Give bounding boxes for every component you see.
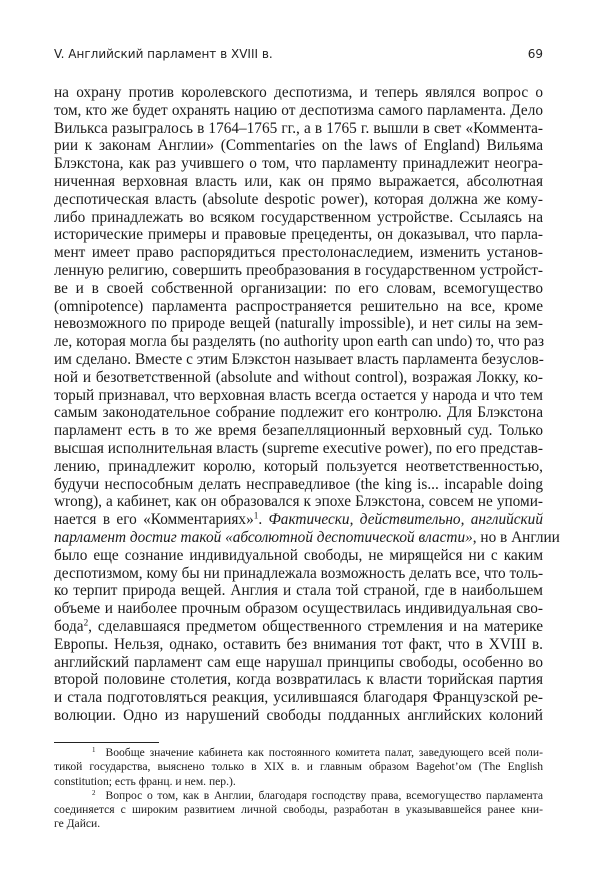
text-segment: парламент есть в то же время безапелляционный верховный суд. Только: [54, 422, 543, 440]
footnote-divider: [54, 742, 159, 743]
text-line: [54, 191, 543, 209]
text-line: [54, 262, 543, 280]
text-segment: Европы. Нельзя, однако, оставить без внимания тот факт, что в XVIII в.: [54, 635, 543, 653]
text-segment: wrong), а кабинет, как он образовался к эпохе Блэкстона, совсем не упоми-: [54, 493, 543, 511]
text-line: [54, 280, 543, 298]
text-segment: бода: [54, 617, 84, 635]
text-segment: мент имеет право распорядиться престолонаследием, изменить установ-: [54, 244, 543, 262]
footnote-reference[interactable]: 1: [253, 510, 259, 521]
text-line: [54, 369, 543, 387]
footnote-text: Вообще значение кабинета как постоянного комитета палат, заведующего всей поли-: [105, 746, 543, 759]
footnote-text: constitution; есть франц. и нем. пер.).: [54, 774, 236, 788]
text-segment: деспотическая власть (absolute despotic power), которая должна же кому-: [54, 190, 543, 208]
text-line: [54, 226, 543, 244]
text-segment: ве и в своей собственной организации: по его словам, всемогущество: [54, 279, 543, 297]
text-segment: либо принадлежать во всяком государственном устройстве. Ссылаясь на: [54, 208, 543, 226]
text-line: [54, 600, 543, 618]
text-line: [54, 173, 543, 191]
text-segment: , но в Англии: [472, 528, 560, 546]
text-segment: второй половине столетия, когда возвратилась к власти торийская партия: [54, 671, 543, 689]
text-segment: исторические примеры и правовые прецеденты, он доказывал, что парла-: [54, 226, 543, 244]
text-segment: (omnipotence) парламента распространяется решительно на все, кроме: [54, 297, 543, 315]
text-segment: ной и безответственной (absolute and without control), возражая Локку, ко-: [54, 368, 543, 386]
text-segment: ленную религию, совершить преобразования в государственном устройст-: [54, 261, 543, 279]
italic-text: парламент достиг такой «абсолютной деспотической власти»: [54, 528, 473, 546]
text-segment: том, кто же будет охранять нацию от деспотизма самого парламента. Дело: [54, 101, 543, 119]
text-line: [54, 298, 543, 316]
text-line: [54, 671, 543, 689]
text-line: [54, 493, 543, 511]
text-segment: и стала подготовляться реакция, усилившаяся благодаря Французской ре-: [54, 689, 543, 707]
text-line: [54, 84, 543, 102]
text-line: [54, 689, 543, 707]
text-line: [54, 102, 543, 120]
footnote-text: ге Дайси.: [54, 817, 101, 831]
text-line: [54, 209, 543, 227]
text-segment: им сделано. Вместе с этим Блэкстон называет власть парламента безуслов-: [54, 350, 544, 368]
text-line: [54, 244, 543, 262]
text-line: [54, 315, 543, 333]
text-line: [54, 618, 543, 636]
text-line: [54, 333, 543, 351]
text-segment: объеме и наиболее прочным образом осуществилась индивидуальная сво-: [54, 600, 543, 618]
text-line: [54, 155, 543, 173]
text-segment: нается в его «Комментариях»: [54, 511, 254, 529]
footnote-line: [54, 789, 543, 803]
footnote-text: Вопрос о том, как в Англии, благодаря господству права, всемогущество парламента: [105, 788, 543, 802]
text-segment: английский парламент сам еще нарушал принципы свободы, особенно во: [54, 653, 543, 671]
text-line: [54, 120, 543, 138]
text-line: [54, 654, 543, 672]
text-segment: , сделавшаяся предметом общественного стремления и на материке: [88, 617, 543, 635]
body-text: [54, 84, 560, 725]
text-segment: Вилькса разыгралось в 1764–1765 гг., а в 1765 г. вышли в свет «Коммента-: [54, 119, 543, 137]
page-number: 69: [527, 47, 543, 61]
text-line: [54, 458, 543, 476]
text-line: [54, 476, 543, 494]
footnote-line: [54, 803, 543, 817]
text-segment: Блэкстона, как раз учившего о том, что парламенту принадлежит неогра-: [54, 155, 543, 173]
text-line: [54, 404, 543, 422]
footnote-line: [54, 775, 543, 789]
footnote-text: тикой государства, выяснено только в XIX в. и главным образом Bagehot’ом (The English: [54, 760, 543, 774]
text-line: [54, 565, 543, 583]
text-line: [54, 582, 543, 600]
text-line: [54, 387, 543, 405]
text-segment: торый признавал, что верховная власть всегда остается у народа и что тем: [54, 386, 543, 404]
text-line: [54, 422, 543, 440]
text-line: [54, 547, 543, 565]
text-line: [54, 351, 543, 369]
text-line: [54, 511, 543, 529]
text-segment: лению, принадлежит королю, который пользуется неответственностью,: [54, 457, 543, 475]
text-segment: будучи неспособным делать несправедливое (the king is... incapable doing: [54, 475, 543, 493]
text-segment: высшая исполнительная власть (supreme executive power), по его представ-: [54, 439, 543, 457]
footnote-marker: 1: [92, 745, 96, 754]
text-segment: деспотизмом, кому бы ни принадлежала возможность делать все, что толь-: [54, 564, 544, 582]
text-segment: было еще сознание индивидуальной свободы, не мирящейся ни с каким: [54, 546, 543, 564]
text-line: [54, 707, 543, 725]
text-segment: ниченная верховная власть или, как он прямо выражается, абсолютная: [54, 172, 543, 190]
text-segment: ле, которая могла бы разделять (no authority upon earth can undo) то, что раз: [54, 333, 545, 351]
text-line: [54, 440, 543, 458]
chapter-title: V. Английский парламент в XVIII в.: [54, 47, 273, 61]
text-line: [54, 137, 543, 155]
footnote-line: [54, 746, 543, 760]
text-segment: .: [258, 511, 269, 529]
text-segment: ко терпит природа вещей. Англия и стала той страной, где в наибольшем: [54, 582, 543, 600]
text-segment: невозможного по природе вещей (naturally impossible), и нет силы на зем-: [54, 315, 543, 333]
footnote-marker: 2: [92, 788, 96, 797]
italic-text: Фактически, действительно, английский: [268, 511, 543, 529]
running-header: [54, 47, 543, 65]
text-segment: самым законодательное собрание подлежит его контролю. Для Блэкстона: [54, 404, 543, 422]
footnote-line: [54, 760, 543, 774]
text-segment: рии к законам Англии» (Commentaries on the laws of England) Вильяма: [54, 137, 543, 155]
footnote-text: соединяется с широким развитием личной свободы, разработан в указывавшейся ранее кни-: [54, 803, 543, 817]
text-line: [54, 636, 543, 654]
text-segment: на охрану против королевского деспотизма, и теперь являлся вопрос о: [54, 84, 543, 101]
footnotes: [54, 746, 543, 832]
footnote-line: [54, 817, 543, 831]
text-segment: волюции. Одно из нарушений свободы подданных английских колоний: [54, 706, 543, 724]
footnote-reference[interactable]: 2: [83, 617, 89, 628]
text-line: [54, 528, 560, 547]
